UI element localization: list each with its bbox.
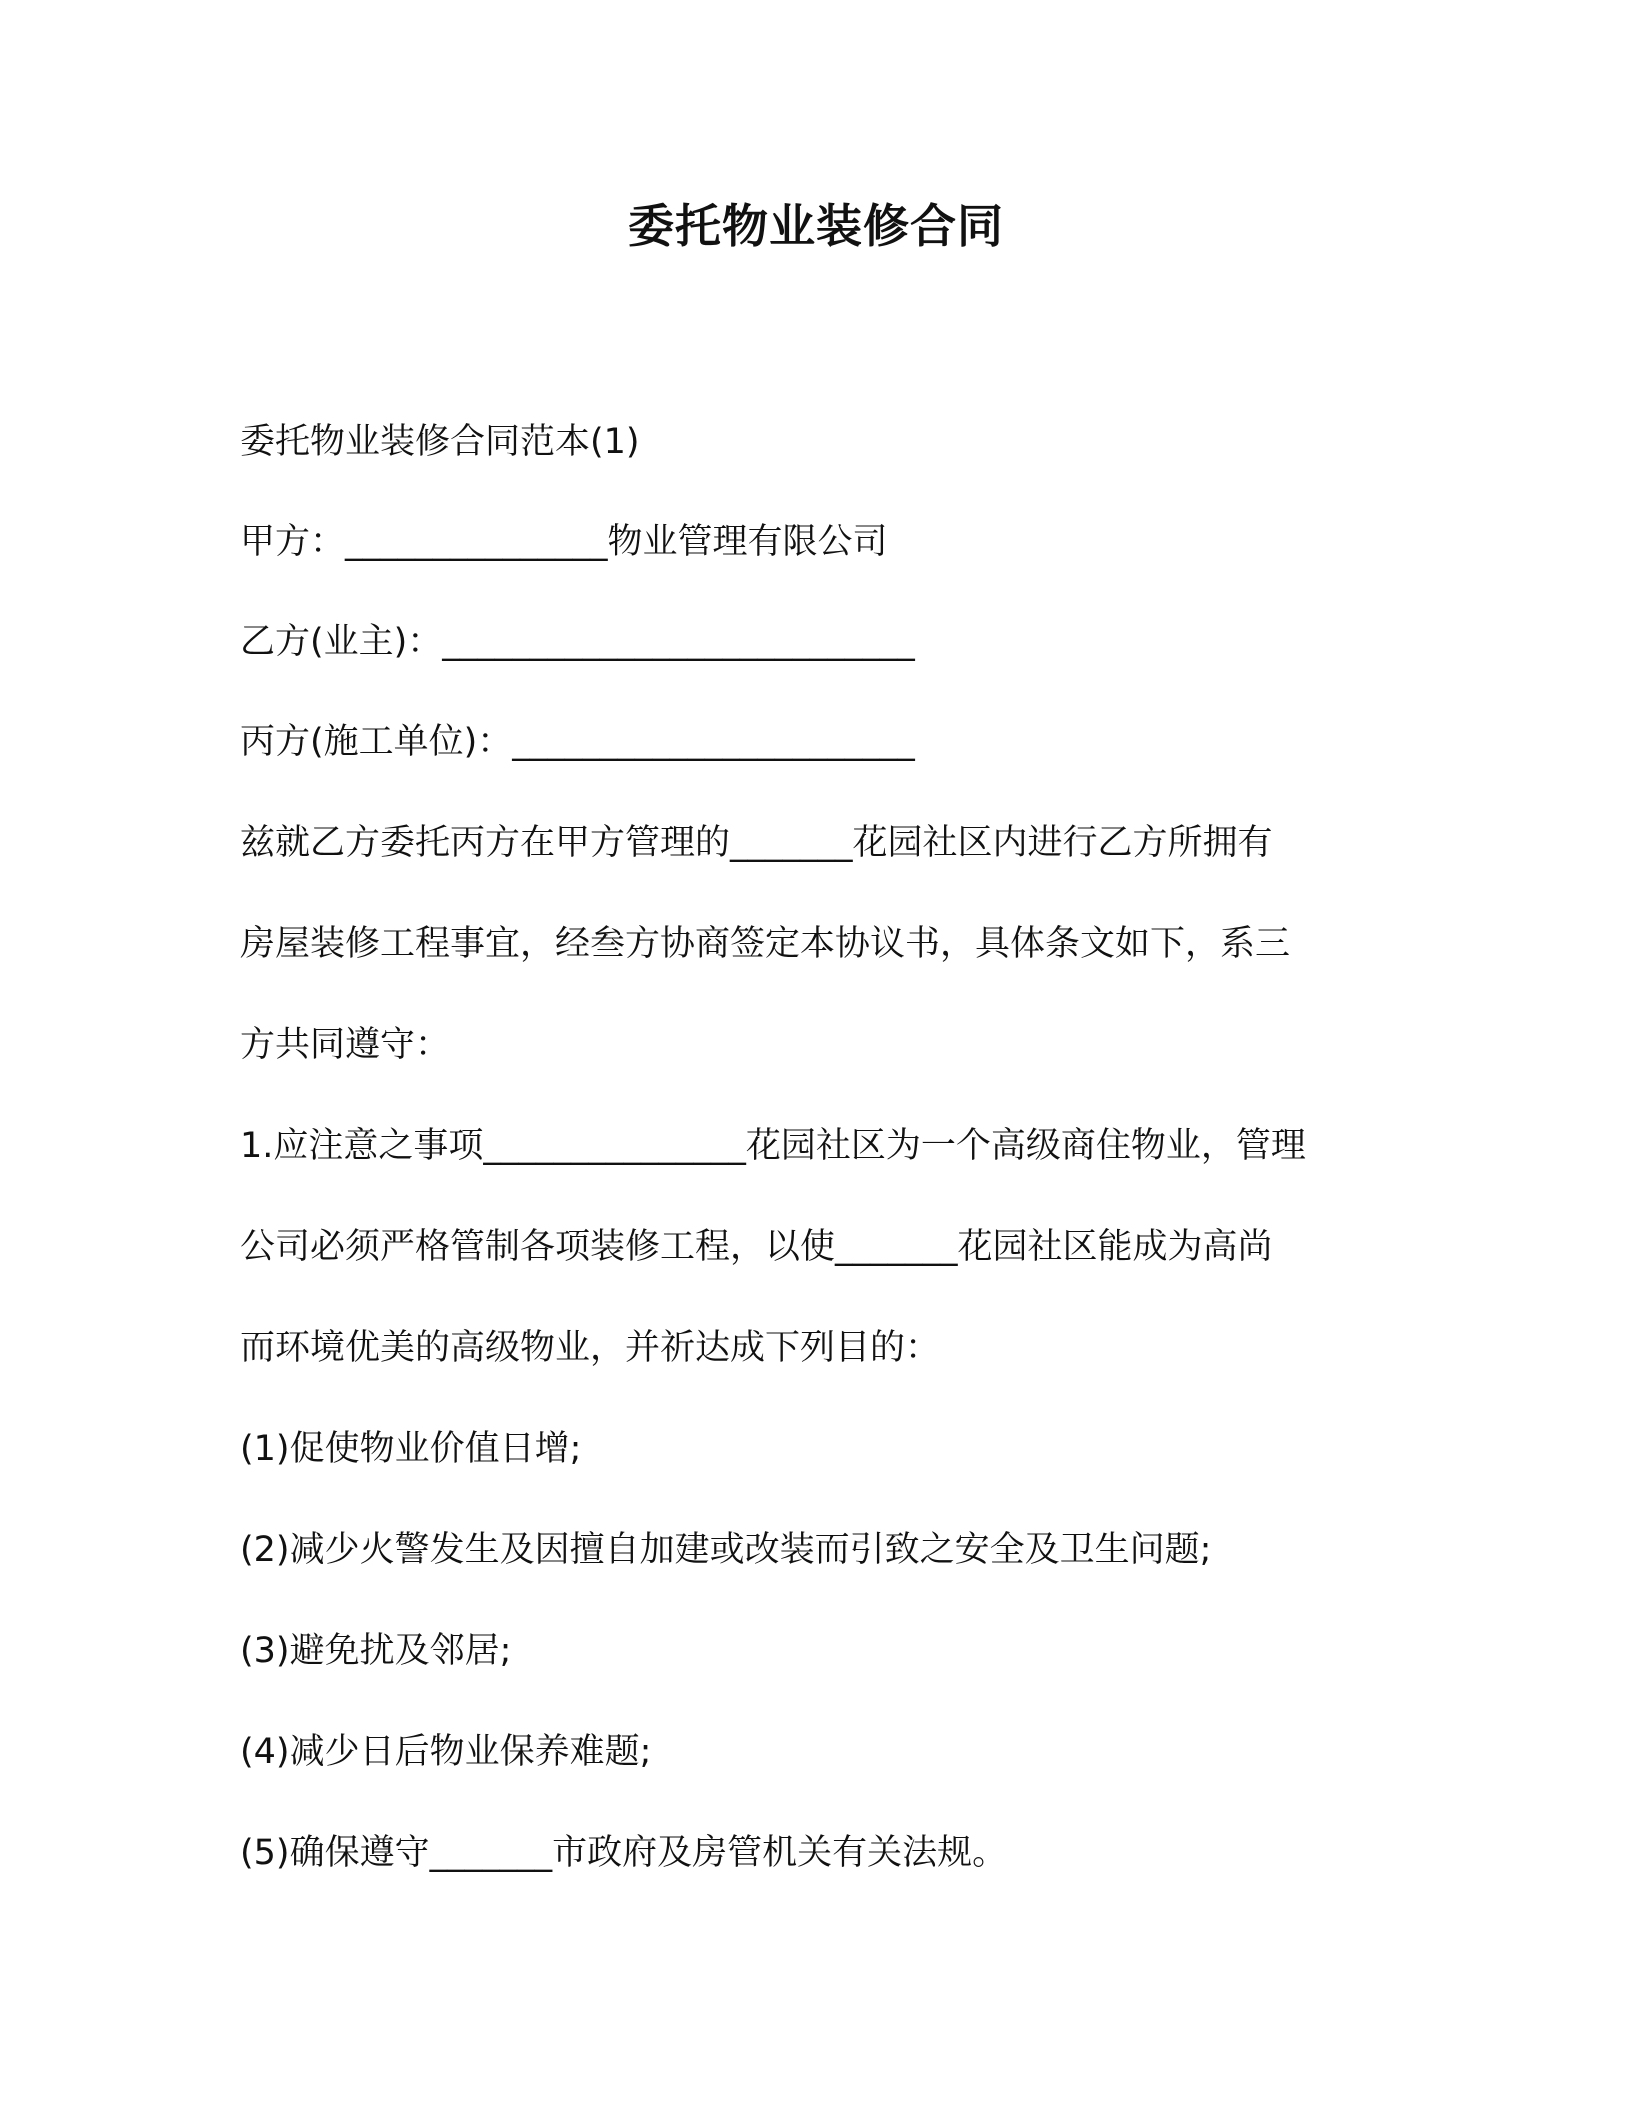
document-body xyxy=(240,418,1440,1877)
party-b-line: 乙方(业主)：___________________________ xyxy=(240,622,915,662)
list-item-4: (4)减少日后物业保养难题; xyxy=(240,1732,652,1772)
contract-subtitle: 委托物业装修合同范本(1) xyxy=(240,422,640,462)
document-title: 委托物业装修合同 xyxy=(628,199,1004,253)
preamble-line-3: 方共同遵守： xyxy=(240,1025,451,1065)
list-item-2: (2)减少火警发生及因擅自加建或改装而引致之安全及卫生问题; xyxy=(240,1530,1212,1570)
preamble-line-2: 房屋装修工程事宜，经叁方协商签定本协议书，具体条文如下，系三 xyxy=(240,924,1291,964)
list-item-3: (3)避免扰及邻居; xyxy=(240,1631,512,1671)
party-c-line: 丙方(施工单位)：_______________________ xyxy=(240,722,915,762)
clause-1-line-3: 而环境优美的高级物业，并祈达成下列目的： xyxy=(240,1328,941,1368)
list-item-1: (1)促使物业价值日增; xyxy=(240,1429,582,1469)
clause-1-line-2: 公司必须严格管制各项装修工程，以使_______花园社区能成为高尚 xyxy=(240,1227,1273,1267)
preamble-line-1: 兹就乙方委托丙方在甲方管理的_______花园社区内进行乙方所拥有 xyxy=(240,823,1273,863)
clause-1-line-1: 1.应注意之事项_______________花园社区为一个高级商住物业，管理 xyxy=(240,1126,1306,1166)
list-item-5: (5)确保遵守_______市政府及房管机关有关法规。 xyxy=(240,1833,1008,1873)
party-a-line: 甲方：_______________物业管理有限公司 xyxy=(240,522,888,562)
